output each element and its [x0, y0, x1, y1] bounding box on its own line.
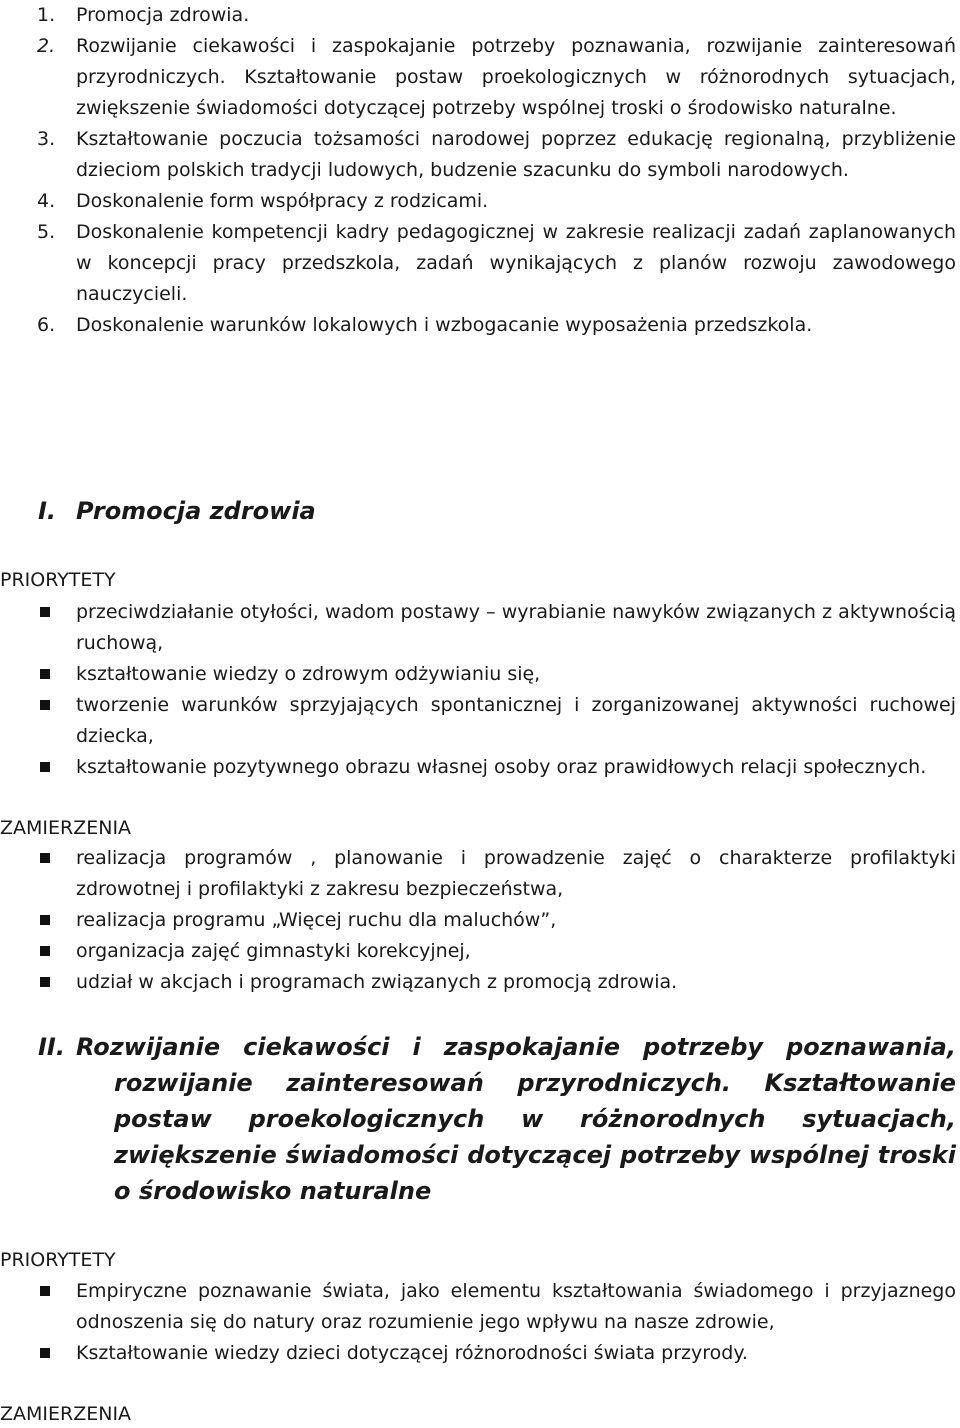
- list-item: [0, 967, 960, 998]
- goal-item: [0, 310, 960, 341]
- section-2-priorities-list: [0, 1276, 960, 1369]
- goal-number: 5.: [37, 221, 56, 243]
- list-item: [0, 659, 960, 690]
- list-item-text: realizacja programów , planowanie i prowadzenie zajęć o charakterze profilaktyki zdrowotnej i profilaktyki z zakresu bezpieczeństwa,: [76, 847, 956, 900]
- goal-number: 3.: [37, 128, 56, 150]
- square-bullet-icon: [40, 1348, 50, 1358]
- goal-number: 2.: [37, 35, 56, 57]
- list-item-text: realizacja programu „Więcej ruchu dla maluchów”,: [76, 909, 557, 931]
- square-bullet-icon: [40, 915, 50, 925]
- list-item-text: organizacja zajęć gimnastyki korekcyjnej,: [76, 940, 471, 962]
- section-2-plans-label: ZAMIERZENIA: [0, 1403, 132, 1425]
- section-2-roman: II.: [38, 1033, 65, 1061]
- square-bullet-icon: [40, 1286, 50, 1296]
- square-bullet-icon: [40, 700, 50, 710]
- square-bullet-icon: [40, 853, 50, 863]
- goal-item: [0, 31, 960, 124]
- goal-item: [0, 217, 960, 310]
- list-item: [0, 905, 960, 936]
- goal-text: Promocja zdrowia.: [76, 4, 250, 26]
- section-2-heading: [38, 1029, 956, 1209]
- list-item-text: przeciwdziałanie otyłości, wadom postawy – wyrabianie nawyków związanych z aktywnością ruchową,: [76, 601, 956, 654]
- square-bullet-icon: [40, 946, 50, 956]
- goal-text: Doskonalenie warunków lokalowych i wzbogacanie wyposażenia przedszkola.: [76, 314, 813, 336]
- section-1-title: Promocja zdrowia: [76, 497, 316, 525]
- list-item-text: Kształtowanie wiedzy dzieci dotyczącej różnorodności świata przyrody.: [76, 1342, 748, 1364]
- section-1-roman: I.: [38, 497, 57, 525]
- goal-number: 4.: [37, 190, 56, 212]
- list-item: [0, 597, 960, 659]
- section-1-priorities-list: [0, 597, 960, 783]
- goal-number: 6.: [37, 314, 56, 336]
- list-item: [0, 843, 960, 905]
- square-bullet-icon: [40, 762, 50, 772]
- list-item: [0, 690, 960, 752]
- list-item: [0, 1276, 960, 1338]
- list-item-text: kształtowanie pozytywnego obrazu własnej osoby oraz prawidłowych relacji społecznych.: [76, 756, 927, 778]
- goal-item: [0, 186, 960, 217]
- list-item-text: udział w akcjach i programach związanych z promocją zdrowia.: [76, 971, 678, 993]
- square-bullet-icon: [40, 607, 50, 617]
- list-item-text: tworzenie warunków sprzyjających spontanicznej i zorganizowanej aktywności ruchowej dziecka,: [76, 694, 956, 747]
- goals-list: [0, 0, 960, 341]
- goal-item: [0, 0, 960, 31]
- list-item-text: kształtowanie wiedzy o zdrowym odżywianiu się,: [76, 663, 541, 685]
- section-1-plans-label: ZAMIERZENIA: [0, 817, 132, 839]
- square-bullet-icon: [40, 977, 50, 987]
- section-2-title: Rozwijanie ciekawości i zaspokajanie potrzeby poznawania, rozwijanie zainteresowań przyrodniczych. Kształtowanie postaw proekologicznych w różnorodnych sytuacjach, zwiększenie świadomości dotyczącej potrzeby wspólnej troski o środowisko naturalne: [76, 1033, 956, 1205]
- section-1-priorities-label: PRIORYTETY: [0, 569, 116, 591]
- square-bullet-icon: [40, 669, 50, 679]
- list-item: [0, 1338, 960, 1369]
- section-1-heading: [38, 493, 956, 529]
- goal-number: 1.: [37, 4, 56, 26]
- goal-text: Rozwijanie ciekawości i zaspokajanie potrzeby poznawania, rozwijanie zainteresowań przyrodniczych. Kształtowanie postaw proekologicznych w różnorodnych sytuacjach, zwiększenie świadomości dotyczącej potrzeby wspólnej troski o środowisko naturalne.: [76, 35, 956, 119]
- list-item: [0, 936, 960, 967]
- goal-text: Doskonalenie form współpracy z rodzicami.: [76, 190, 489, 212]
- goal-text: Doskonalenie kompetencji kadry pedagogicznej w zakresie realizacji zadań zaplanowanych w koncepcji pracy przedszkola, zadań wynikających z planów rozwoju zawodowego nauczycieli.: [76, 221, 956, 305]
- goal-item: [0, 124, 960, 186]
- list-item: [0, 752, 960, 783]
- section-2-priorities-label: PRIORYTETY: [0, 1249, 116, 1271]
- goal-text: Kształtowanie poczucia tożsamości narodowej poprzez edukację regionalną, przybliżenie dzieciom polskich tradycji ludowych, budzenie szacunku do symboli narodowych.: [76, 128, 956, 181]
- list-item-text: Empiryczne poznawanie świata, jako elementu kształtowania świadomego i przyjaznego odnoszenia się do natury oraz rozumienie jego wpływu na nasze zdrowie,: [76, 1280, 956, 1333]
- section-1-plans-list: [0, 843, 960, 998]
